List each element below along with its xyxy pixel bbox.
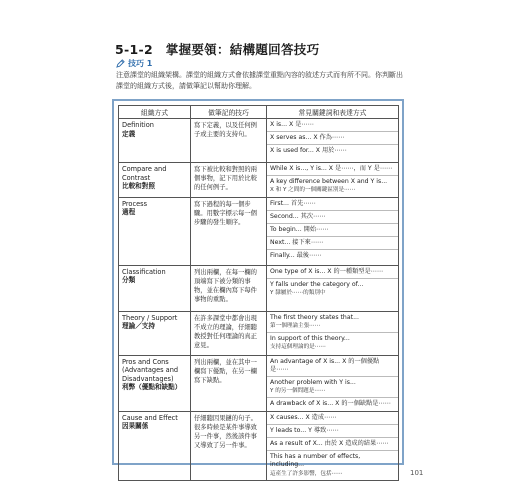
expression-item — [267, 398, 398, 410]
expression-text: In support of this theory... — [270, 335, 350, 343]
expression-text: Second... 其次⋯⋯ — [270, 212, 326, 220]
table-row — [119, 411, 399, 480]
expression-gloss: 第一個理論主張⋯⋯ — [270, 322, 321, 329]
expression-text: X serves as... X 作為⋯⋯ — [270, 134, 345, 142]
expression-text: Y leads to... Y 導致⋯⋯ — [270, 426, 339, 434]
table-row — [119, 119, 399, 163]
expression-text: Next... 接下來⋯⋯ — [270, 239, 324, 247]
expression-text: Y falls under the category of... — [270, 280, 364, 288]
expression-item — [267, 266, 398, 279]
expression-text: As a result of X... 由於 X 造成的結果⋯⋯ — [270, 440, 389, 448]
term-english: Process — [122, 199, 148, 208]
notetaking-cell: 寫下定義，以及任何例子或主要的支持句。 — [191, 119, 267, 163]
expression-item — [267, 451, 398, 480]
organization-cell — [119, 355, 191, 411]
expression-text: X causes... X 造成⋯⋯ — [270, 413, 337, 421]
notetaking-cell: 寫下過程的每一個步驟。用數字標示每一個步驟的發生順序。 — [191, 197, 267, 265]
techniques-table — [118, 105, 399, 481]
expressions-cell — [267, 311, 399, 355]
term-chinese: 理論／支持 — [122, 322, 155, 331]
expression-item — [267, 333, 398, 353]
table-row — [119, 311, 399, 355]
expression-text: First... 首先⋯⋯ — [270, 199, 316, 207]
table-row — [119, 265, 399, 311]
table-row — [119, 197, 399, 265]
expression-text: Finally... 最後⋯⋯ — [270, 252, 322, 260]
expression-item — [267, 119, 398, 132]
term-chinese: 過程 — [122, 208, 136, 217]
term-english: Theory / Support — [122, 313, 178, 322]
term-chinese: 比較和對照 — [122, 182, 155, 191]
header-expressions: 常見關鍵詞和表達方式 — [267, 106, 399, 119]
term-english: Compare and Contrast — [122, 165, 167, 182]
pencil-icon — [116, 59, 125, 68]
section-heading: 5-1-2 掌握要領：結構題回答技巧 — [115, 42, 320, 57]
expression-item — [267, 312, 398, 333]
expression-item — [267, 211, 398, 224]
organization-cell — [119, 265, 191, 311]
expression-item — [267, 198, 398, 211]
expressions-cell — [267, 411, 399, 480]
intro-paragraph: 注意課堂的組織架構。課堂的組織方式會依據課堂重點內容的敘述方式而有所不同。你判斷出課堂的組織方式後，請做筆記以幫助你理解。 — [116, 71, 403, 90]
expression-item — [267, 377, 398, 398]
expression-item — [267, 176, 398, 196]
expression-item — [267, 438, 398, 451]
expression-item — [267, 132, 398, 145]
organization-cell — [119, 311, 191, 355]
header-notetaking: 做筆記的技巧 — [191, 106, 267, 119]
term-chinese: 分類 — [122, 276, 136, 285]
term-chinese: 定義 — [122, 129, 136, 138]
page-number: 101 — [410, 469, 424, 477]
expression-item — [267, 250, 398, 262]
expression-text: While X is..., Y is... X 是⋯⋯，而 Y 是⋯⋯ — [270, 165, 393, 172]
table-header-row — [119, 106, 399, 119]
expression-text: An advantage of X is... X 的一個優點是⋯⋯ — [270, 357, 380, 373]
notetaking-cell: 列出兩欄，並在其中一欄寫下優點，在另一欄寫下缺點。 — [191, 355, 267, 411]
expression-text: The first theory states that... — [270, 313, 359, 321]
expressions-cell — [267, 265, 399, 311]
organization-cell — [119, 411, 191, 480]
table-row — [119, 163, 399, 198]
table-row — [119, 355, 399, 411]
expressions-cell — [267, 119, 399, 163]
notetaking-cell: 寫下被比較和對照的兩個事物，記下用於比較的任何例子。 — [191, 163, 267, 198]
techniques-table-frame — [112, 99, 404, 477]
expression-text: X is... X 是⋯⋯ — [270, 121, 314, 128]
expression-item — [267, 163, 398, 176]
expression-text: To begin... 開始⋯⋯ — [270, 226, 329, 234]
organization-cell — [119, 163, 191, 198]
term-chinese: 因果關係 — [122, 422, 149, 431]
term-english: Pros and Cons (Advantages and Disadvantages) — [122, 357, 179, 383]
expression-item — [267, 224, 398, 237]
expression-text: X is used for... X 用於⋯⋯ — [270, 147, 347, 155]
term-english: Cause and Effect — [122, 413, 178, 422]
term-chinese: 利弊（優點和缺點） — [122, 383, 182, 392]
expressions-cell — [267, 355, 399, 411]
expression-gloss: Y 隸屬於⋯⋯的類別中 — [270, 290, 326, 297]
expressions-cell — [267, 197, 399, 265]
tip-label-line — [116, 58, 152, 69]
organization-cell — [119, 197, 191, 265]
expression-gloss: Y 的另一個問題是⋯⋯ — [270, 388, 326, 395]
expression-item — [267, 145, 398, 157]
expression-text: This has a number of effects, including... — [270, 453, 361, 469]
expressions-cell — [267, 163, 399, 198]
notetaking-cell: 列出兩欄，在每一欄的頂端寫下被分類的事物，並在欄內寫下每件事物的重點。 — [191, 265, 267, 311]
expression-item — [267, 425, 398, 438]
expression-text: One type of X is... X 的一種類型是⋯⋯ — [270, 267, 384, 275]
expression-gloss: X 和 Y 之間的一個關鍵區別是⋯⋯ — [270, 187, 356, 194]
expression-item — [267, 412, 398, 425]
expression-item — [267, 237, 398, 250]
expression-item — [267, 356, 398, 377]
expression-text: Another problem with Y is... — [270, 379, 356, 387]
tip-label: 技巧 1 — [128, 59, 153, 68]
expression-text: A drawback of X is... X 的一個缺點是⋯⋯ — [270, 400, 391, 408]
expression-item — [267, 279, 398, 299]
notetaking-cell: 在許多課堂中都會出現不成立的理論，仔細聽教授對任何理論的真正意見。 — [191, 311, 267, 355]
notetaking-cell: 仔細聽因果鏈的句子。很多時候是某件事導致另一件事，然後該件事又導致了另一件事。 — [191, 411, 267, 480]
expression-gloss: 支持這個理論的是⋯⋯ — [270, 344, 326, 351]
expression-gloss: 這產生了許多影響，包括⋯⋯ — [270, 470, 343, 477]
organization-cell — [119, 119, 191, 163]
expression-text: A key difference between X and Y is... — [270, 178, 388, 186]
header-organization: 組織方式 — [119, 106, 191, 119]
term-english: Definition — [122, 121, 154, 129]
term-english: Classification — [122, 267, 166, 276]
